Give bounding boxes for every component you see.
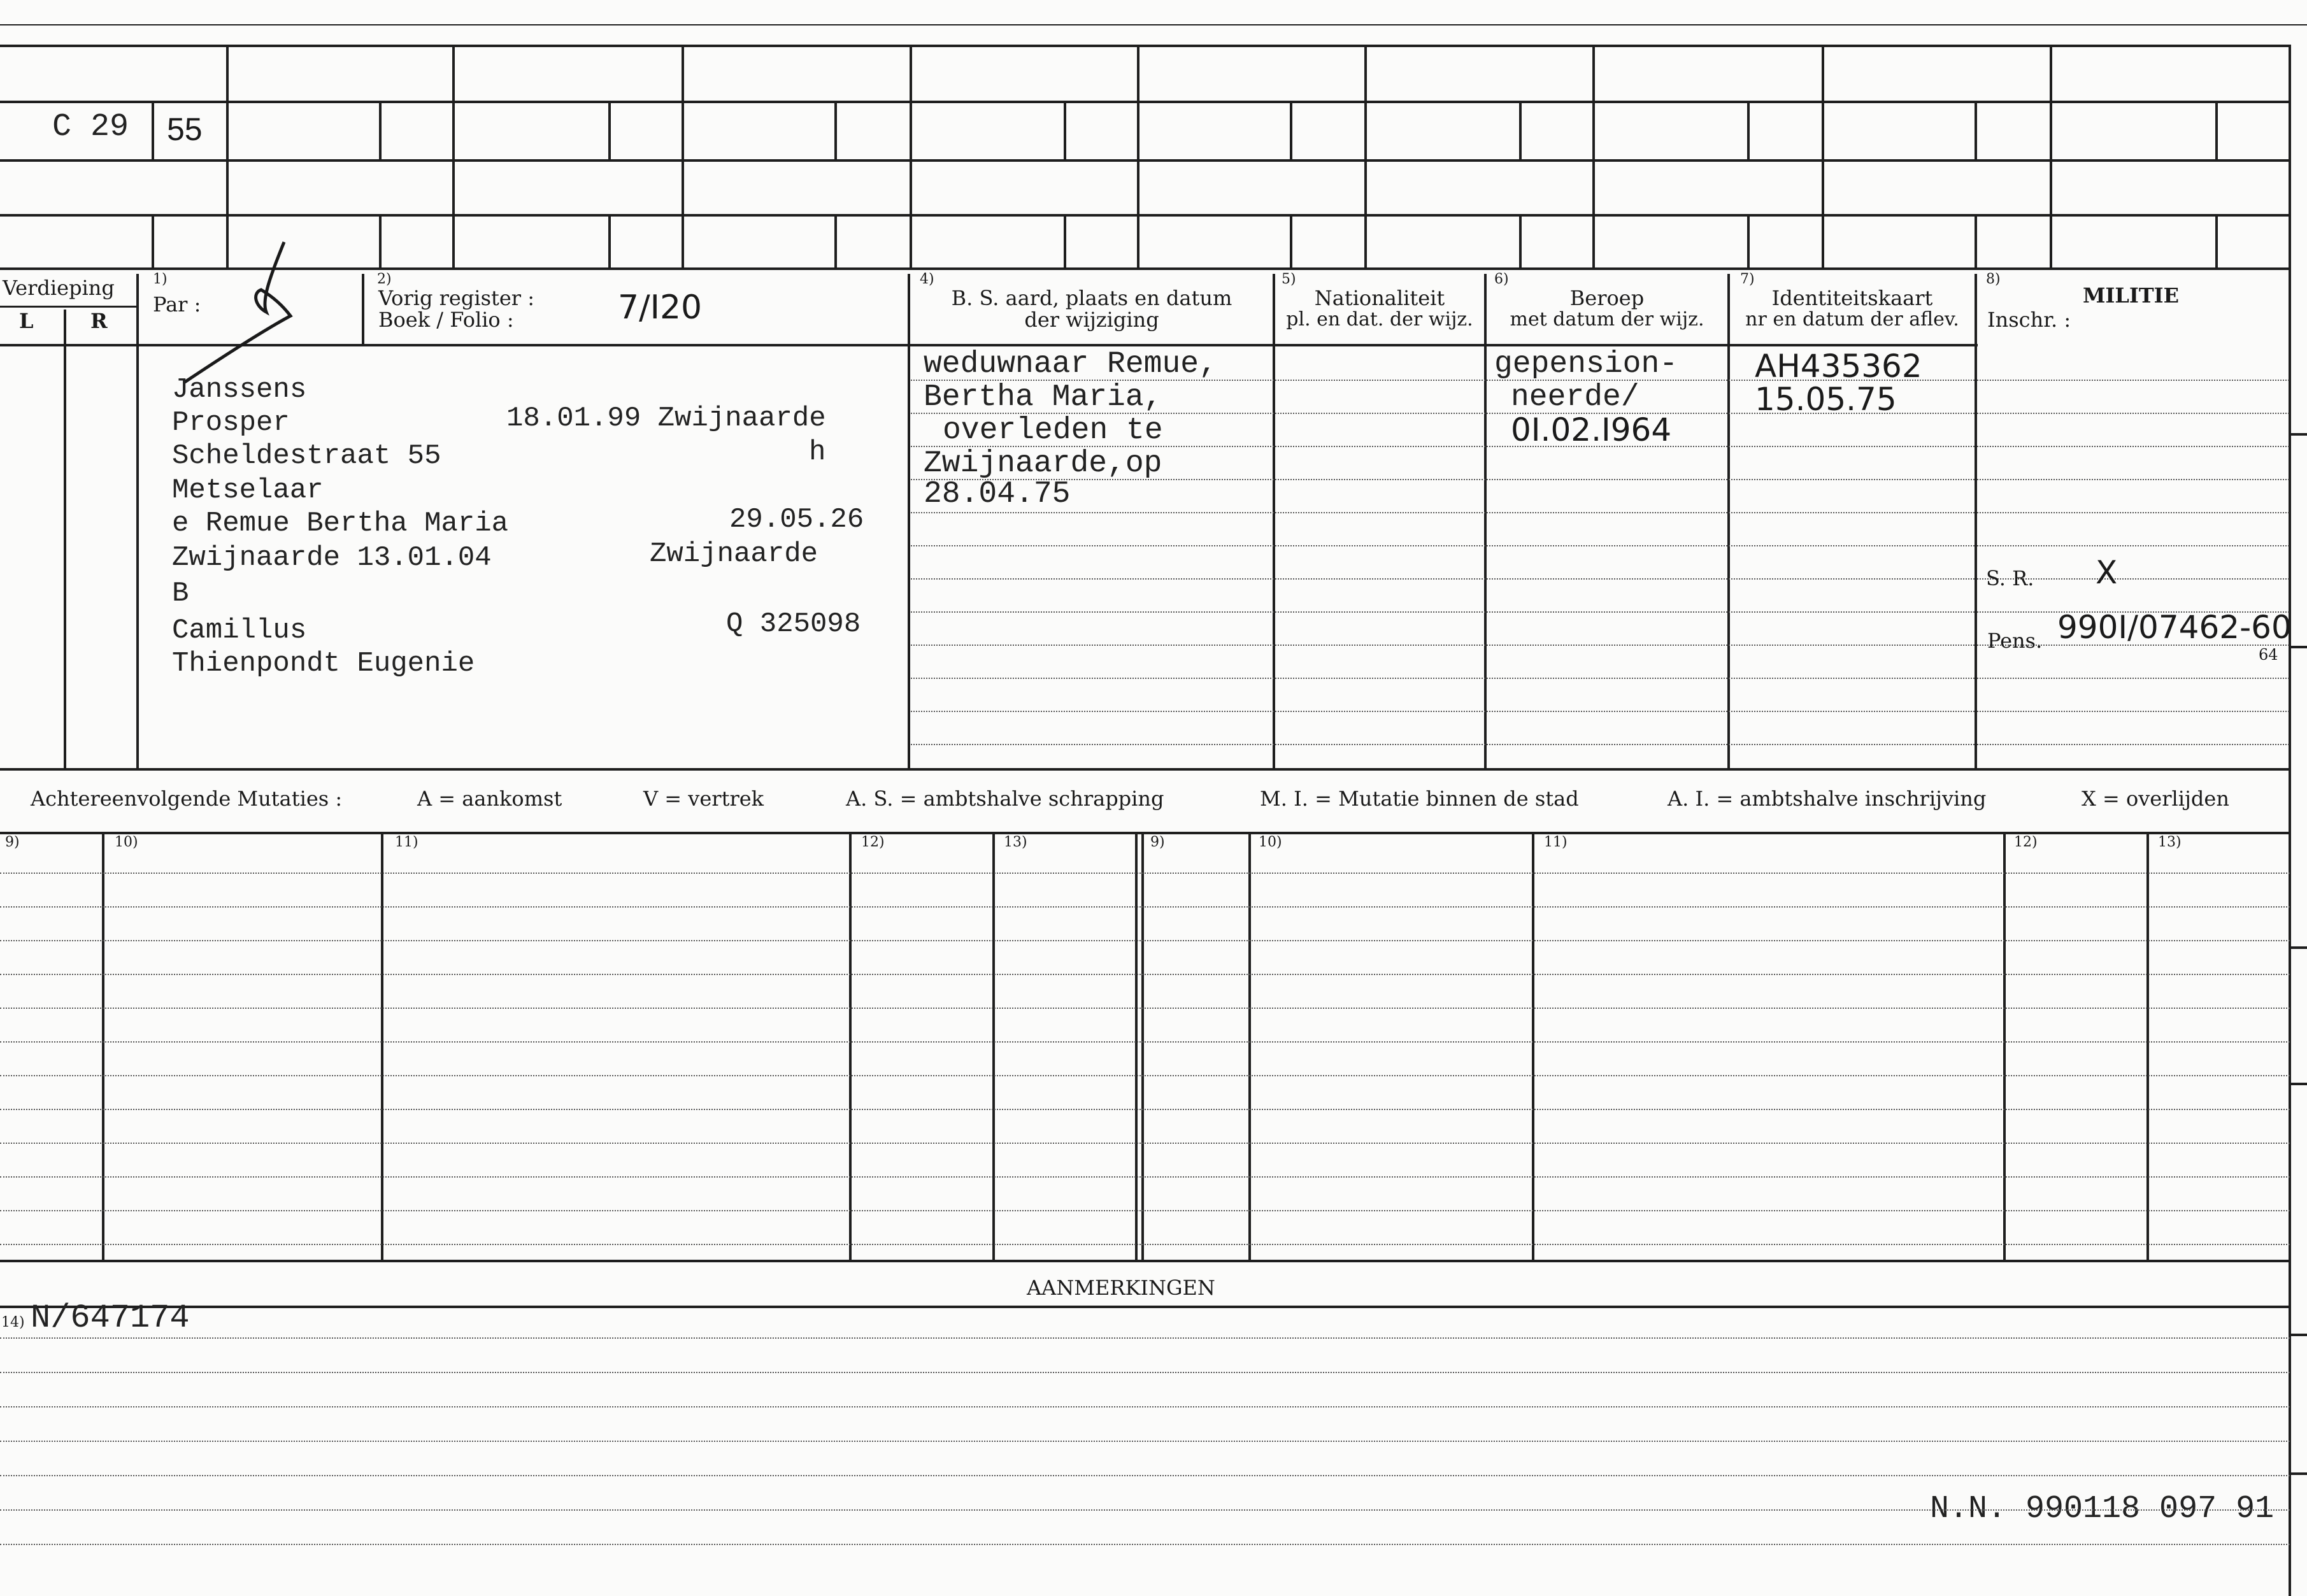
dotted-rule [0,1406,2290,1407]
mutation-legend-a: A = aankomst [417,787,562,811]
person-sex: h [809,436,826,468]
vorig-register-value: 7/I20 [618,289,703,327]
remarks-title: AANMERKINGEN [1027,1276,1215,1300]
vorig-register-label: Vorig register : [378,286,535,310]
identiteitskaart-header-2: nr en datum der aflev. [1745,308,1959,331]
dotted-rule [911,611,1975,613]
grid-sub-line [1747,214,1750,267]
civil-status-line-5: 28.04.75 [924,477,1071,511]
col-number-5: 5) [1282,271,1296,287]
mutation-col-line [992,832,995,1260]
profession-line-3: 0I.02.I964 [1511,411,1672,448]
remarks-number: 14) [1,1315,25,1330]
col-divider [362,274,364,344]
grid-sub-line [2215,214,2218,267]
grid-col-line [682,45,684,267]
beroep-header-2: met datum der wijz. [1510,308,1704,331]
dotted-rule [0,1372,2290,1373]
col-divider [136,274,139,768]
col-divider [1484,274,1487,768]
mutation-legend-as: A. S. = ambtshalve schrapping [846,787,1164,811]
remarks-header-line [0,1306,2290,1308]
col-divider [1975,274,1977,768]
dotted-rule [0,906,2290,908]
code-prefix: C 29 [52,109,129,145]
person-marriage-date: 29.05.26 [729,504,864,536]
dotted-rule [911,678,1975,679]
par-label: Par : [153,292,201,317]
grid-sub-line [834,101,837,159]
mutation-col-11: 11) [395,834,418,850]
margin-tick [2290,1472,2307,1475]
pens-value: 990I/07462-60 [2057,609,2292,646]
grid-sub-line [834,214,837,267]
margin-tick [2290,646,2307,648]
grid-sub-line [1519,101,1522,159]
dotted-rule [0,1441,2290,1442]
grid-sub-line [1064,101,1066,159]
dotted-rule [911,711,1975,712]
dotted-rule [0,1041,2290,1043]
grid-sub-line [608,214,611,267]
dotted-rule [1977,744,2289,745]
l-header: L [19,309,34,333]
mutation-col-13b: 13) [2158,834,2182,850]
right-frame-line [2289,45,2291,1596]
civil-status-line-1: weduwnaar Remue, [924,347,1217,381]
grid-sub-line [1975,214,1977,267]
civil-status-line-4: Zwijnaarde,op [924,446,1162,481]
militie-header: MILITIE [2083,283,2180,308]
grid-col-line [1822,45,1824,267]
mutation-col-13: 13) [1004,834,1027,850]
mutation-col-line [1248,832,1251,1260]
verdieping-header: Verdieping [3,276,115,300]
grid-col-line [452,45,455,267]
bs-header-2: der wijziging [1024,308,1159,332]
r-header: R [90,309,108,333]
person-mother: Thienpondt Eugenie [172,648,475,680]
person-occupation: Metselaar [172,474,324,506]
grid-sub-line [152,214,154,267]
sr-label: S. R. [1986,566,2034,590]
dotted-rule [0,1075,2290,1076]
dotted-rule [911,545,1975,546]
grid-col-line [910,45,912,267]
col-number-8: 8) [1986,271,2001,287]
grid-sub-line [379,101,382,159]
identity-card-date: 15.05.75 [1755,381,1897,418]
mutation-col-10: 10) [115,834,138,850]
person-birth: 18.01.99 Zwijnaarde [506,403,826,434]
grid-col-line [226,45,229,267]
dotted-rule [911,744,1975,745]
grid-col-line [1364,45,1367,267]
grid-sub-line [608,101,611,159]
verdieping-underline [0,306,136,308]
mutation-col-line [1135,832,1138,1260]
grid-sub-line [1747,101,1750,159]
top-grid-row-line [0,101,2290,103]
sr-value: X [2096,554,2118,591]
top-grid-row-line [0,267,2290,270]
mutation-col-12: 12) [861,834,885,850]
dotted-rule [0,1509,2290,1511]
mutation-legend-v: V = vertrek [643,787,764,811]
dotted-rule [911,512,1975,513]
margin-tick [2290,433,2307,436]
dotted-rule [1977,711,2289,712]
mutation-col-line [2003,832,2006,1260]
mutation-col-9: 9) [5,834,20,850]
person-father: Camillus [172,615,307,646]
dotted-rule [0,1544,2290,1545]
top-grid-row-line [0,159,2290,162]
mutations-bottom-line [0,1260,2290,1262]
grid-sub-line [152,101,154,159]
remarks-value: N/647174 [31,1299,190,1337]
col-number-4: 4) [920,271,934,287]
grid-col-line [2050,45,2052,267]
mutation-col-line [849,832,852,1260]
top-grid-border [0,45,2290,47]
mutations-title: Achtereenvolgende Mutaties : [31,787,343,811]
grid-sub-line [1290,214,1292,267]
dotted-rule [1977,545,2289,546]
boek-folio-label: Boek / Folio : [378,308,514,332]
col-number-7: 7) [1740,271,1755,287]
person-spouse: e Remue Bertha Maria [172,508,509,539]
grid-sub-line [379,214,382,267]
dotted-rule [0,1244,2290,1245]
dotted-rule [0,974,2290,975]
inschr-label: Inschr. : [1987,308,2071,332]
mutations-top-line [0,768,2290,771]
col-number-2: 2) [377,271,392,287]
col-number-1: 1) [153,271,168,287]
mutation-col-line [1532,832,1534,1260]
person-status: B [172,578,189,609]
identity-card-number: AH435362 [1755,348,1922,385]
margin-tick [2290,1334,2307,1336]
mutation-col-11b: 11) [1544,834,1568,850]
top-edge-line [0,24,2307,25]
dotted-rule [0,873,2290,874]
person-spouse-birth: Zwijnaarde 13.01.04 [172,542,492,574]
person-address: Scheldestraat 55 [172,440,441,472]
top-grid-row-line [0,214,2290,217]
dotted-rule [1977,380,2289,381]
grid-sub-line [2215,101,2218,159]
col-divider [1273,274,1275,768]
dotted-rule [0,1176,2290,1178]
mutation-legend-ai: A. I. = ambtshalve inschrijving [1668,787,1987,811]
dotted-rule [1977,512,2289,513]
dotted-rule [0,940,2290,941]
mutation-col-line [381,832,383,1260]
mutation-col-line [2146,832,2149,1260]
code-number: 55 [167,111,203,147]
person-marriage-place: Zwijnaarde [650,538,818,570]
bs-header-1: B. S. aard, plaats en datum [951,286,1232,310]
grid-sub-line [1064,214,1066,267]
col-divider [908,274,910,768]
grid-sub-line [1975,101,1977,159]
dotted-rule [1977,479,2289,480]
nationaliteit-header-2: pl. en dat. der wijz. [1286,308,1473,331]
margin-tick [2290,946,2307,949]
mutation-col-10b: 10) [1259,834,1282,850]
national-number: N.N. 990118 097 91 [1930,1491,2275,1527]
dotted-rule [0,1210,2290,1211]
margin-tick [2290,1083,2307,1085]
mutation-legend-x: X = overlijden [2082,787,2229,811]
mutations-header-line [0,832,2290,834]
mutation-legend-mi: M. I. = Mutatie binnen de stad [1260,787,1579,811]
grid-col-line [1137,45,1139,267]
beroep-header-1: Beroep [1569,286,1645,310]
nationaliteit-header-1: Nationaliteit [1314,286,1445,310]
mutation-col-9b: 9) [1150,834,1165,850]
dotted-rule [0,1143,2290,1144]
pens-note: 64 [2259,646,2278,664]
dotted-rule [911,645,1975,646]
dotted-rule [0,1337,2290,1339]
dotted-rule [0,1475,2290,1476]
dotted-rule [0,1008,2290,1009]
dotted-rule [1977,413,2289,414]
mutation-col-line [1141,832,1144,1260]
dotted-rule [911,578,1975,580]
identiteitskaart-header-1: Identiteitskaart [1771,286,1933,310]
dotted-rule [0,1109,2290,1110]
person-firstname: Prosper [172,407,290,439]
person-reference: Q 325098 [726,608,861,640]
profession-line-2: neerde/ [1511,380,1639,415]
pens-label: Pens. [1987,629,2043,653]
dotted-rule [1977,446,2289,447]
civil-status-line-2: Bertha Maria, [924,380,1162,415]
person-surname: Janssens [172,374,307,406]
profession-line-1: gepension- [1494,347,1678,381]
civil-status-line-3: overleden te [943,413,1163,448]
mutation-col-line [102,832,104,1260]
col-divider [1727,274,1730,768]
col-number-6: 6) [1494,271,1509,287]
grid-sub-line [1519,214,1522,267]
dotted-rule [1977,678,2289,679]
col-divider [64,310,66,768]
mutation-col-12b: 12) [2014,834,2038,850]
grid-sub-line [1290,101,1292,159]
grid-col-line [1592,45,1595,267]
